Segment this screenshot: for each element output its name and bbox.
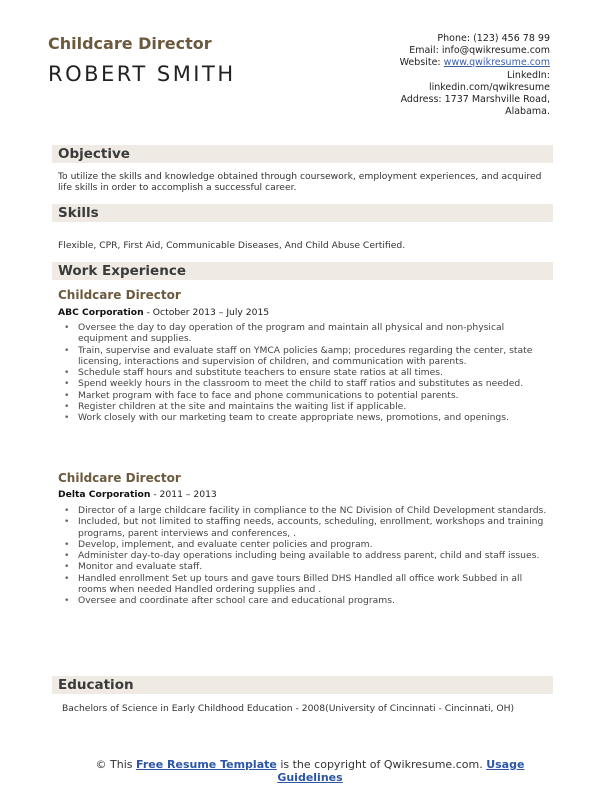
list-item: • Monitor and evaluate staff. [62, 561, 550, 572]
education-text: Bachelors of Science in Early Childhood Education - 2008(University of Cincinnati - Cincinnati, OH) [62, 703, 515, 714]
skills-heading: Skills [58, 205, 99, 221]
website-link[interactable]: www.qwikresume.com [443, 57, 550, 69]
job-2-title: Childcare Director [58, 471, 181, 485]
list-item: • Train, supervise and evaluate staff on YMCA policies &amp; procedures regarding the center, state licensing, interactions and supervision of children, and communication with parents. [62, 345, 550, 368]
list-item: • Oversee and coordinate after school care and educational programs. [62, 595, 550, 606]
objective-text: To utilize the skills and knowledge obtained through coursework, employment experiences, and acquired life skills in order to accomplish a successful career. [58, 171, 542, 194]
candidate-name: ROBERT SMITH [48, 62, 236, 86]
list-item: • Market program with face to face and phone communications to potential parents. [62, 390, 550, 401]
list-item: • Oversee the day to day operation of the program and maintain all physical and non-physical equipment and supplies. [62, 322, 550, 345]
list-item: • Work closely with our marketing team to create appropriate news, promotions, and openings. [62, 412, 550, 423]
list-item: • Register children at the site and maintains the waiting list if applicable. [62, 401, 550, 412]
list-item: • Handled enrollment Set up tours and gave tours Billed DHS Handled all office work Subbed in all rooms when needed Handled ordering supplies and . [62, 573, 550, 596]
skills-section-header [52, 204, 553, 222]
contact-phone: Phone: (123) 456 78 99 [437, 33, 550, 44]
contact-linkedin: linkedin.com/qwikresume [428, 81, 550, 93]
contact-address-line2: Alabama. [505, 106, 550, 118]
objective-section-header [52, 145, 553, 163]
experience-heading: Work Experience [58, 263, 186, 279]
copyright-footer: © This Free Resume Template is the copyright of Qwikresume.com. Usage Guidelines [95, 758, 525, 784]
list-item: • Included, but not limited to staffing needs, accounts, scheduling, enrollment, workshops and training programs, parent interviews and conferences, . [62, 516, 550, 539]
list-item: • Schedule staff hours and substitute teachers to ensure state ratios at all times. [62, 367, 550, 378]
free-resume-template-link[interactable]: Free Resume Template [136, 758, 277, 771]
list-item: • Director of a large childcare facility in compliance to the NC Division of Child Development standards. [62, 505, 550, 516]
job-2-company: Delta Corporation - 2011 – 2013 [58, 489, 217, 500]
contact-website: Website: www.qwikresume.com [399, 57, 550, 69]
job-1-company: ABC Corporation - October 2013 – July 2015 [58, 307, 270, 318]
list-item: • Develop, implement, and evaluate center policies and program. [62, 539, 550, 550]
job-1-title: Childcare Director [58, 288, 181, 302]
job-2-duties [62, 505, 550, 607]
contact-linkedin-label: LinkedIn: [506, 69, 550, 81]
list-item: • Spend weekly hours in the classroom to meet the child to staff ratios and substitutes as needed. [62, 378, 550, 389]
education-heading: Education [58, 677, 134, 693]
job-1-duties [62, 322, 550, 424]
education-section-header [52, 676, 553, 694]
experience-section-header [52, 262, 553, 280]
contact-address: Address: 1737 Marshville Road, [400, 94, 550, 106]
skills-text: Flexible, CPR, First Aid, Communicable Diseases, And Child Abuse Certified. [58, 240, 406, 251]
resume-job-title: Childcare Director [48, 34, 212, 53]
contact-email: Email: info@qwikresume.com [409, 45, 550, 57]
list-item: • Administer day-to-day operations including being available to address parent, child and staff issues. [62, 550, 550, 561]
usage-guidelines-link[interactable]: Usage Guidelines [277, 758, 525, 784]
objective-heading: Objective [58, 146, 130, 162]
contact-block [350, 33, 550, 118]
